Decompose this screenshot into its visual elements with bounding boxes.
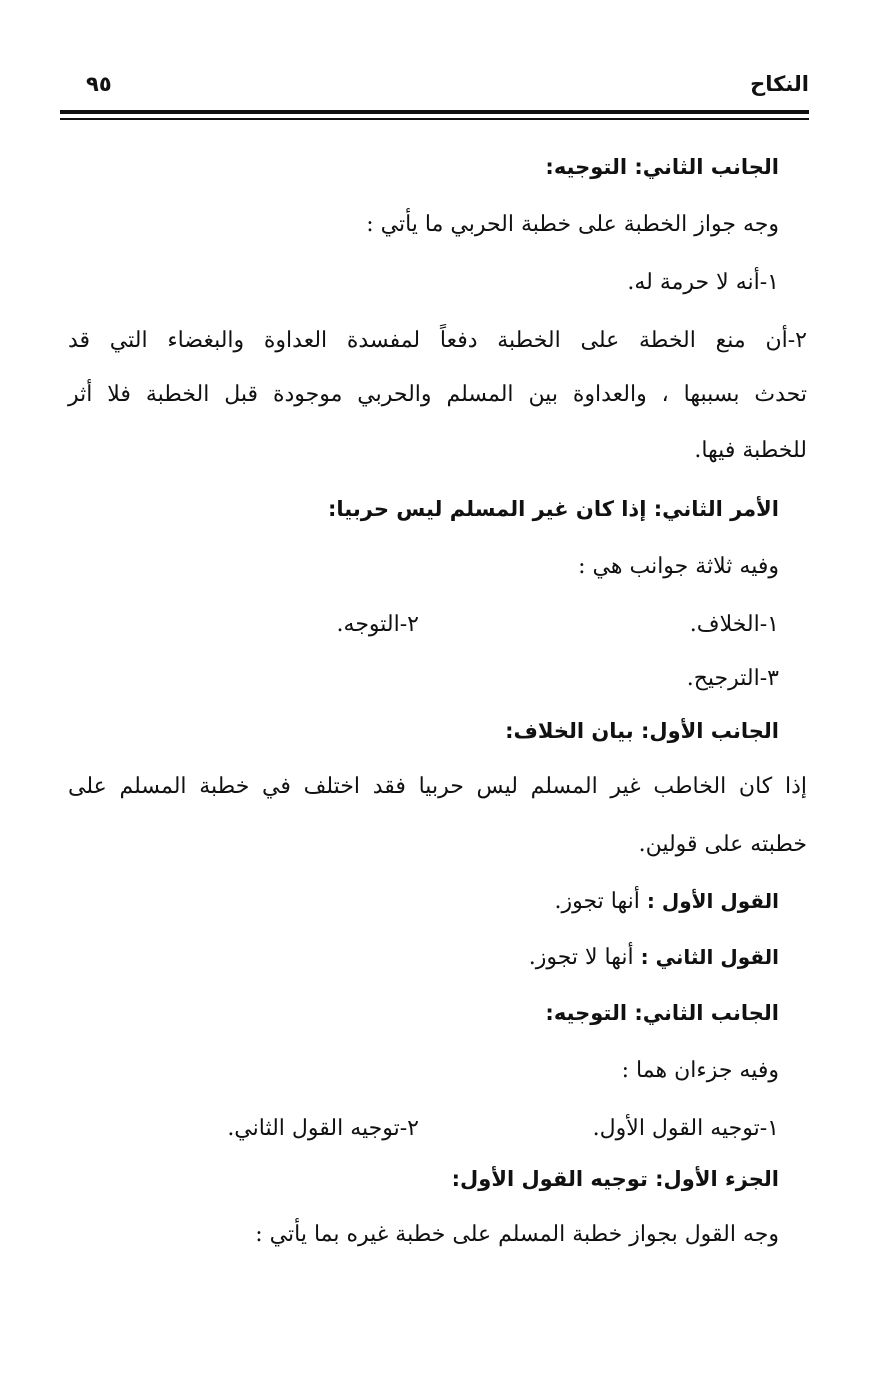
section-heading: الجانب الثاني: التوجيه: (545, 155, 779, 179)
section-heading: الجانب الثاني: التوجيه: (545, 1001, 779, 1025)
paragraph-line: وفيه جزءان هما : (621, 1058, 779, 1083)
list-item: ١-توجيه القول الأول. (592, 1116, 779, 1141)
opinion-label: القول الأول : (646, 889, 779, 913)
opinion-text: أنها تجوز. (554, 889, 640, 914)
list-item: ١-الخلاف. (689, 612, 779, 637)
paragraph-line: وجه القول بجواز خطبة المسلم على خطبة غيره بما يأتي : (255, 1222, 779, 1247)
paragraph-line: خطبته على قولين. (638, 832, 807, 857)
running-header (60, 70, 809, 104)
paragraph-line: تحدث بسببها ، والعداوة بين المسلم والحربي موجودة قبل الخطبة فلا أثر (68, 382, 807, 407)
opinion-line (529, 942, 779, 973)
page-number: ٩٥ (86, 72, 112, 96)
list-item: ٣-الترجيح. (686, 666, 779, 691)
section-heading: الجانب الأول: بيان الخلاف: (505, 719, 779, 743)
opinion-text: أنها لا تجوز. (528, 945, 634, 970)
opinion-label: القول الثاني : (640, 945, 779, 969)
section-heading: الجزء الأول: توجيه القول الأول: (451, 1167, 779, 1191)
header-rule-thick (60, 110, 809, 114)
paragraph-line: للخطبة فيها. (694, 438, 807, 463)
list-item: ١-أنه لا حرمة له. (627, 270, 779, 295)
header-rule-thin (60, 118, 809, 120)
section-heading: الأمر الثاني: إذا كان غير المسلم ليس حربيا: (328, 497, 779, 521)
list-item: ٢-توجيه القول الثاني. (227, 1116, 419, 1141)
list-item: ٢-التوجه. (336, 612, 419, 637)
paragraph-line: وجه جواز الخطبة على خطبة الحربي ما يأتي : (366, 212, 779, 237)
opinion-line (555, 886, 780, 917)
paragraph-line: وفيه ثلاثة جوانب هي : (578, 554, 779, 579)
chapter-title: النكاح (750, 72, 809, 96)
list-item: ٢-أن منع الخطة على الخطبة دفعاً لمفسدة العداوة والبغضاء التي قد (68, 328, 807, 353)
paragraph-line: إذا كان الخاطب غير المسلم ليس حربيا فقد اختلف في خطبة المسلم على (68, 774, 807, 799)
